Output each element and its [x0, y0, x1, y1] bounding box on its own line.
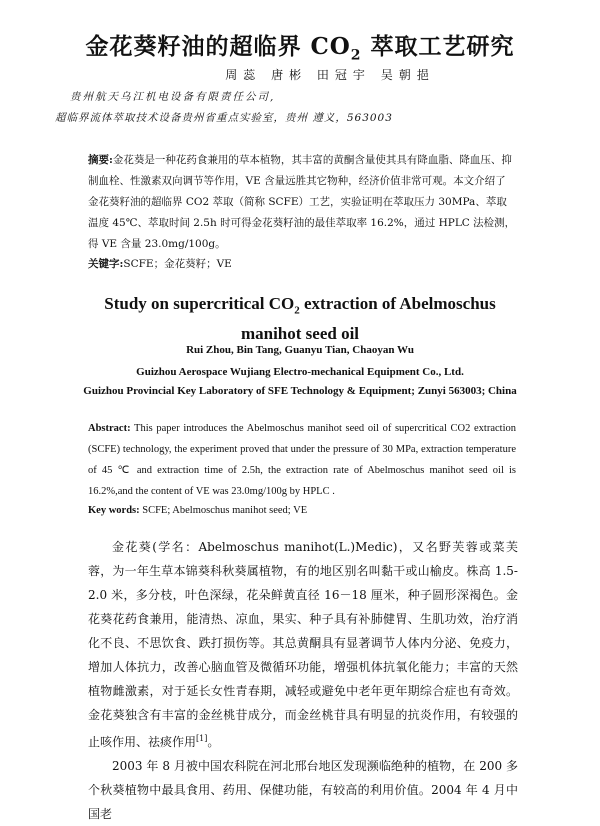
body-paragraph: 2003 年 8 月被中国农科院在河北邢台地区发现濒临绝种的植物，在 200 多个秋葵植物中最具食用、药用、保健功能，有较高的利用价值。2004 年 4 月中国老 [88, 759, 518, 821]
chinese-keywords-text: SCFE；金花葵籽；VE [123, 258, 232, 270]
english-keywords-label: Key words: [88, 505, 140, 516]
body-paragraph: 金花葵(学名：Abelmoschus manihot(L.)Medic)，又名野芙蓉或菜芙蓉，为一年生草本锦葵科秋葵属植物，有的地区别名叫黏干或山榆皮。株高 1.5-2.0 米，多分枝，叶色深绿，花朵鲜黄直径 16－18 厘米，种子圆形深褐色。金花葵花药食兼用，能清热、凉血，果实、种子具有补肺健胃、生肌功效，治疗消化不良、不思饮食、跌打损伤等。其总黄酮具有显著调节人体内分泌、免疫力，增加人体抗力，改善心脑血管及微循环功能，增强机体抗氧化能力；丰富的天然植物雌激素，对于延长女性青春期，减轻或避免中老年更年期综合症也有奇效。金花葵独含有丰富的金丝桃苷成分，而金丝桃苷具有明显的抗炎作用，有较强的止咳作用、祛痰作用[1]。 [88, 540, 518, 749]
chinese-title: 金花葵籽油的超临界 $CO_2$ 萃取工艺研究 [85, 33, 515, 64]
english-title-line1: Study on supercritical $CO_2$ extraction of Abelmoschus [104, 294, 496, 317]
english-keywords [88, 505, 516, 516]
chinese-abstract-label: 摘要: [88, 154, 113, 166]
chinese-keywords-label: 关键字: [88, 258, 124, 270]
english-abstract-text: This paper introduces the Abelmoschus manihot seed oil of supercritical CO2 extraction (SCFE) technology, the experiment proved that under the pressure of 30 MPa, extraction temperature of 45 ℃ and extraction time of 2.5h, the extraction rate of Abelmoschus manihot seed oil is 16.2%,and the content of VE was 23.0mg/100g by HPLC . [88, 423, 516, 497]
english-authors: Rui Zhou, Bin Tang, Guanyu Tian, Chaoyan Wu [186, 344, 414, 356]
english-title [0, 292, 600, 346]
chinese-affiliation-lab: 超临界流体萃取技术设备贵州省重点实验室，贵州 遵义，563003 [55, 112, 393, 124]
chinese-abstract [88, 150, 516, 255]
body-text [88, 535, 518, 826]
chinese-authors: 周蕊 唐彬 田冠宇 吴朝挹 [225, 68, 435, 82]
english-abstract [88, 418, 516, 502]
citation-ref: [1] [196, 734, 208, 743]
english-title-line2: manihot seed oil [240, 324, 360, 344]
english-affiliation-company: Guizhou Aerospace Wujiang Electro-mechanical Equipment Co., Ltd. [136, 366, 464, 378]
english-abstract-label: Abstract: [88, 423, 131, 434]
english-affiliation-lab: Guizhou Provincial Key Laboratory of SFE Technology & Equipment; Zunyi 563003; China [83, 385, 517, 397]
english-keywords-text: SCFE; Abelmoschus manihot seed; VE [142, 505, 308, 516]
chinese-affiliation-company: 贵州航天乌江机电设备有限责任公司, [70, 91, 276, 103]
chinese-keywords [88, 255, 516, 273]
chinese-abstract-text: 金花葵是一种花药食兼用的草本植物，其丰富的黄酮含量使其具有降血脂、降血压、抑制血栓、性激素双向调节等作用，VE 含量远胜其它物种，经济价值非常可观。本文介绍了金花葵籽油的超临界 CO2 萃取（简称 SCFE）工艺，实验证明在萃取压力 30MPa、萃取温度 45℃、萃取时间 2.5h 时可得金花葵籽油的最佳萃取率 16.2%，通过 HPLC 法检测，得 VE 含量 23.0mg/100g。 [88, 154, 516, 250]
